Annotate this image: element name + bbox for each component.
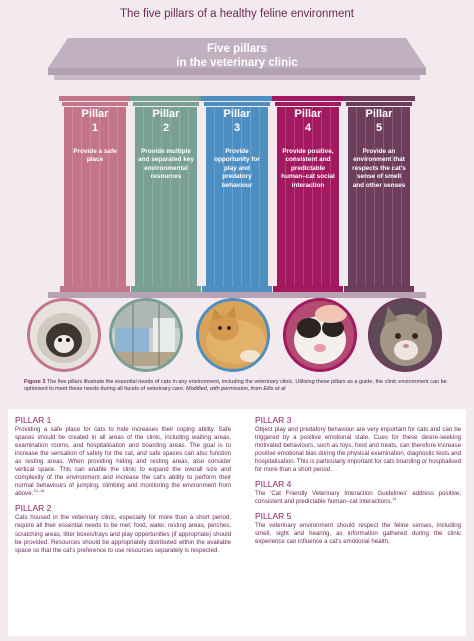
roof-heading (48, 42, 426, 70)
pillar-2-heading: PILLAR 2 (15, 503, 52, 514)
pillars-row (64, 96, 410, 292)
pillar-3-text: Object play and predatory behaviour are very important for cats and can be triggered by a positive emotional state. Cues for these desire-seeking motivated behaviours, such as toys, food and treats, can therefore increase positive emotional bias during the physical examination, diagnostic tests and hospitalisation. This is particularly important for cats boarding or hospitalised for more than a short period. (255, 426, 461, 474)
pillar-4-reference: 11 (392, 496, 397, 502)
pillar-4 (277, 96, 339, 292)
temple-plinth (48, 292, 426, 298)
pillar-4-number: 4 (304, 122, 312, 134)
pillar-5-text: The veterinary environment should respect the feline senses, including smell, sight and hearing, as information gathered during the clinic experience can influence a cat's emotional health. (255, 522, 461, 546)
pillar-5-title: Pillar (365, 108, 393, 120)
figure-caption-label: Figure 3 (24, 379, 46, 385)
figure-caption-credit: Modified, with permission, from Ellis et al (186, 386, 286, 393)
pillar-1-number: 1 (91, 122, 99, 134)
pillar-5-description: Provide an environment that respects the cat's sense of smell and other senses (352, 148, 406, 189)
page-title: The five pillars of a healthy feline environment (120, 8, 354, 20)
pillar-5-number: 5 (375, 122, 383, 134)
pillar-3-description: Provide opportunity for play and predatory behaviour (214, 148, 260, 189)
pillar-3-heading: PILLAR 3 (255, 415, 292, 425)
pillar-1-heading: PILLAR 1 (15, 415, 52, 425)
pillar-4-description: Provide positive, consistent and predictable human–cat social interaction (281, 148, 335, 189)
pillar-2-text: Cats housed in the veterinary clinic, especially for more than a short period, require all their essential needs to be met; food, water, resting areas, perches, scratching areas, litter boxes/trays and play opportunities (if appropriate) should be provided. Resources should be appropriately distributed within the available space so that the cat's preference to use resources separately is respected. (15, 514, 231, 554)
pillar-2-title: Pillar (152, 108, 180, 120)
pillar-3-number: 3 (233, 122, 241, 134)
pillar-5-heading: PILLAR 5 (255, 511, 292, 522)
pillar-4-title: Pillar (294, 108, 322, 120)
figure-caption (24, 379, 454, 394)
tabby-cat-sniffing-photo (368, 298, 442, 372)
cat-being-stroked-photo (283, 298, 357, 372)
pillar-1-title: Pillar (81, 108, 109, 120)
text-column-right (255, 415, 461, 552)
cat-enclosure-photo (109, 298, 183, 372)
pillar-3-title: Pillar (223, 108, 251, 120)
cat-in-igloo-bed-photo (27, 298, 101, 372)
ginger-cat-playing-photo (196, 298, 270, 372)
pillar-1-text: Providing a safe place for cats to hide increases their coping ability. Safe spaces should be created in all areas of the clinic, including waiting areas, examination rooms, and hospitalisation and boarding areas. The goal is to increase the sensation of safety for the cat, and safe spaces can also function as resting areas. When providing hiding and resting areas, also consider vertical space. This can enable the clinic to expand the overall size and complexity of the environment and increase the cat's ability to perform their normal behaviours of jumping, climbing and monitoring the environment from above.$^{13-16}$ (15, 426, 231, 498)
pillar-1-description: Provide a safe place (73, 148, 117, 164)
roof-heading-line2: in the veterinary clinic (176, 57, 298, 69)
roof-heading-line1: Five pillars (206, 43, 268, 55)
temple-roof (48, 32, 426, 82)
pillar-2 (135, 96, 197, 292)
pillar-1 (64, 96, 126, 292)
pillar-4-heading: PILLAR 4 (255, 479, 292, 490)
pillars-text-box (8, 409, 466, 636)
pillar-1-reference: 13–16 (33, 488, 45, 494)
text-column-left (15, 415, 231, 560)
pillar-2-description: Provide multiple and separated key environmental resources (138, 148, 194, 181)
pillar-5 (348, 96, 410, 292)
pillar-3 (206, 96, 268, 292)
figure-caption-text: The five pillars illustrate the essential needs of cats in any environment, including the veterinary clinic. Utilising these pillars as a guide, the clinic environment can be optimised to meet these needs during all facets of veterinary care. (24, 379, 447, 393)
pillar-4-text: The 'Cat Friendly Veterinary Interaction Guidelines' address positive, consistent and predictable human–cat interactions.$^{11}$ (255, 490, 461, 506)
pillar-2-number: 2 (162, 122, 170, 134)
